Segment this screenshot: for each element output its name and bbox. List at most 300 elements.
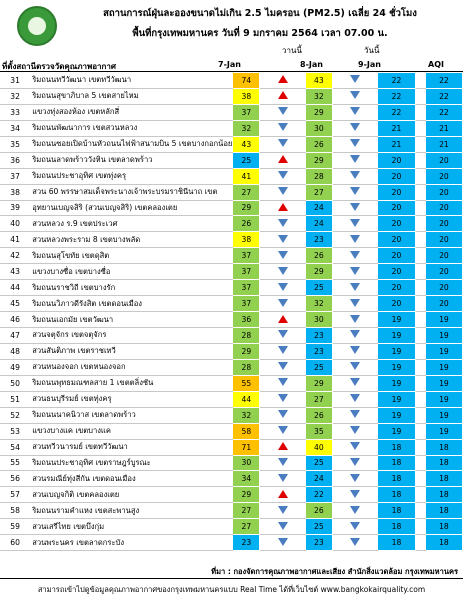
row-number: 39 [0,200,30,216]
trend1-cell [260,232,306,248]
trend1-cell [260,88,306,104]
report-subtitle: พื้นที่กรุงเทพมหานคร วันที่ 9 มกราคม 2564 เวลา 07.00 น. [132,28,388,39]
table-row [0,120,463,136]
trend1-cell [260,471,306,487]
station-name: สวน 60 พรรษาสมเด็จพระนางเจ้าพระบรมราชินีนาถ เขต [30,184,233,200]
trend-down-arrow-icon [350,203,360,211]
trend1-cell [260,391,306,407]
trend-down-arrow-icon [350,426,360,434]
pm25-day1-value: 55 [233,375,260,391]
spacer-cell [415,439,425,455]
trend-down-arrow-icon [278,123,288,131]
trend1-cell [260,120,306,136]
pm25-day3-value: 19 [378,343,415,359]
station-name: สวนเสรีไทย เขตบึงกุ่ม [30,519,233,535]
trend-down-arrow-icon [350,362,360,370]
pm25-day3-value: 19 [378,375,415,391]
trend1-cell [260,487,306,503]
trend-down-arrow-icon [278,107,288,115]
aqi-value: 22 [425,104,462,120]
pm25-day3-value: 19 [378,391,415,407]
trend2-cell [332,471,378,487]
spacer-cell [415,136,425,152]
trend-down-arrow-icon [278,378,288,386]
row-number: 33 [0,104,30,120]
trend2-cell [332,423,378,439]
station-name: สวนหนองจอก เขตหนองจอก [30,359,233,375]
station-name: แขวงบางแค เขตบางแค [30,423,233,439]
spacer-cell [415,280,425,296]
station-name: ริมถนนสุขาภิบาล 5 เขตสายไหม [30,88,233,104]
row-number: 47 [0,328,30,344]
trend-down-arrow-icon [278,251,288,259]
pm25-day2-value: 29 [305,264,332,280]
trend2-cell [332,328,378,344]
trend-down-arrow-icon [350,346,360,354]
row-number: 32 [0,88,30,104]
trend-down-arrow-icon [278,139,288,147]
pm25-day1-value: 37 [233,264,260,280]
row-number: 46 [0,312,30,328]
station-name: ริมถนนทวีวัฒนา เขตทวีวัฒนา [30,73,233,89]
pm25-day2-value: 32 [305,88,332,104]
pm25-day2-value: 30 [305,312,332,328]
spacer-cell [415,407,425,423]
aqi-value: 19 [425,375,462,391]
trend-down-arrow-icon [350,267,360,275]
pm25-day2-value: 25 [305,359,332,375]
trend2-cell [332,391,378,407]
trend2-cell [332,120,378,136]
trend2-cell [332,200,378,216]
trend-down-arrow-icon [350,139,360,147]
trend2-cell [332,136,378,152]
trend2-cell [332,439,378,455]
trend2-cell [332,455,378,471]
pm25-day1-value: 74 [233,73,260,89]
trend2-cell [332,375,378,391]
trend1-cell [260,455,306,471]
trend-down-arrow-icon [350,171,360,179]
trend1-cell [260,136,306,152]
yesterday-label: วานนี้ [282,46,302,55]
station-name: สวนสันติภาพ เขตราชเทวี [30,343,233,359]
spacer-cell [415,503,425,519]
spacer-cell [415,519,425,535]
aqi-value: 18 [425,455,462,471]
spacer-cell [415,535,425,551]
spacer-cell [415,455,425,471]
trend2-cell [332,88,378,104]
trend2-cell [332,503,378,519]
pm25-day1-value: 34 [233,471,260,487]
trend-up-arrow-icon [278,91,288,99]
bma-logo-icon [17,6,57,46]
pm25-day2-value: 24 [305,471,332,487]
table-header [0,59,463,72]
trend-down-arrow-icon [350,538,360,546]
pm25-day3-value: 18 [378,487,415,503]
pm25-day3-value: 19 [378,312,415,328]
pm25-day1-value: 25 [233,152,260,168]
aqi-value: 19 [425,423,462,439]
trend-down-arrow-icon [350,235,360,243]
station-name: ริมถนนพัฒนาการ เขตสวนหลวง [30,120,233,136]
pm25-day1-value: 38 [233,88,260,104]
pm25-day1-value: 44 [233,391,260,407]
row-number: 37 [0,168,30,184]
table-row [0,73,463,89]
row-number: 60 [0,535,30,551]
pm25-day1-value: 38 [233,232,260,248]
aqi-value: 21 [425,120,462,136]
aqi-value: 19 [425,407,462,423]
day2-column-header: 8-Jan [300,60,323,69]
trend-down-arrow-icon [350,506,360,514]
trend-down-arrow-icon [278,171,288,179]
trend2-cell [332,184,378,200]
trend-down-arrow-icon [278,187,288,195]
table-row [0,455,463,471]
trend-up-arrow-icon [278,203,288,211]
pm25-day2-value: 23 [305,328,332,344]
table-row [0,88,463,104]
aqi-value: 20 [425,280,462,296]
row-number: 52 [0,407,30,423]
trend1-cell [260,280,306,296]
table-row [0,471,463,487]
trend-down-arrow-icon [278,474,288,482]
trend-up-arrow-icon [278,155,288,163]
pm25-day3-value: 21 [378,136,415,152]
table-row [0,343,463,359]
trend2-cell [332,232,378,248]
pm25-day1-value: 32 [233,407,260,423]
spacer-cell [415,375,425,391]
pm25-day2-value: 23 [305,343,332,359]
spacer-cell [415,73,425,89]
pm25-day1-value: 37 [233,104,260,120]
aqi-value: 18 [425,439,462,455]
station-name: ริมถนนซอยเปิดบ้านหัวถนนไฟฟ้าสนามบิน 5 เขตบางกอกน้อย [30,136,233,152]
trend-down-arrow-icon [350,219,360,227]
pm25-day3-value: 18 [378,439,415,455]
station-name: สวนทวีวนารมย์ เขตทวีวัฒนา [30,439,233,455]
table-row [0,519,463,535]
table-row [0,328,463,344]
table-row [0,200,463,216]
aqi-value: 19 [425,359,462,375]
spacer-cell [415,471,425,487]
table-row [0,535,463,551]
trend-down-arrow-icon [350,107,360,115]
row-number: 57 [0,487,30,503]
row-number: 35 [0,136,30,152]
pm25-day2-value: 29 [305,375,332,391]
trend-down-arrow-icon [278,458,288,466]
trend1-cell [260,328,306,344]
table-row [0,232,463,248]
trend-down-arrow-icon [278,267,288,275]
trend1-cell [260,503,306,519]
trend-down-arrow-icon [278,394,288,402]
footer-divider [0,578,463,579]
station-name: ริมถนนประชาอุทิศ เขตทุ่งครุ [30,168,233,184]
trend1-cell [260,184,306,200]
website-note: สามารถเข้าไปดูข้อมูลคุณภาพอากาศของกรุงเทพมหานครแบบ Real Time ได้ที่เว็บไซต์ www.bangkokairquality.com [37,585,426,594]
spacer-cell [415,184,425,200]
trend2-cell [332,343,378,359]
pm25-day2-value: 40 [305,439,332,455]
pm25-day3-value: 19 [378,359,415,375]
pm25-day2-value: 26 [305,248,332,264]
pm25-day3-value: 19 [378,407,415,423]
spacer-cell [415,343,425,359]
trend2-cell [332,519,378,535]
station-column-header: ที่ตั้งสถานีตรวจวัดคุณภาพอากาศ [2,62,116,71]
spacer-cell [415,216,425,232]
pm25-day2-value: 25 [305,455,332,471]
table-row [0,280,463,296]
trend-down-arrow-icon [350,442,360,450]
trend1-cell [260,296,306,312]
row-number: 51 [0,391,30,407]
trend1-cell [260,407,306,423]
station-name: สวนธนบุรีรมย์ เขตทุ่งครุ [30,391,233,407]
trend1-cell [260,104,306,120]
trend1-cell [260,264,306,280]
station-name: อุทยานเบญจสิริ (สวนเบญจสิริ) เขตคลองเตย [30,200,233,216]
pm25-day2-value: 28 [305,168,332,184]
spacer-cell [415,423,425,439]
table-row [0,104,463,120]
spacer-cell [415,232,425,248]
aqi-value: 20 [425,248,462,264]
row-number: 31 [0,73,30,89]
aqi-value: 21 [425,136,462,152]
source-note: ที่มา : กองจัดการคุณภาพอากาศและเสียง สำนักสิ่งแวดล้อม กรุงเทพมหานคร [211,567,458,576]
day3-column-header: 9-Jan [358,60,381,69]
pm25-day2-value: 24 [305,200,332,216]
trend-down-arrow-icon [278,219,288,227]
pm25-day1-value: 37 [233,280,260,296]
table-row [0,359,463,375]
spacer-cell [415,248,425,264]
row-number: 54 [0,439,30,455]
pm25-day3-value: 20 [378,264,415,280]
trend-up-arrow-icon [278,75,288,83]
trend-down-arrow-icon [350,330,360,338]
day1-column-header: 7-Jan [218,60,241,69]
pm25-day3-value: 20 [378,232,415,248]
row-number: 49 [0,359,30,375]
pm25-day2-value: 26 [305,407,332,423]
spacer-cell [415,359,425,375]
table-row [0,264,463,280]
station-name: ริมถนนเอกมัย เขตวัฒนา [30,312,233,328]
spacer-cell [415,328,425,344]
table-row [0,216,463,232]
trend-down-arrow-icon [278,283,288,291]
row-number: 55 [0,455,30,471]
table-row [0,503,463,519]
station-name: สวนหลวงพระราม 8 เขตบางพลัด [30,232,233,248]
table-row [0,168,463,184]
trend-down-arrow-icon [278,330,288,338]
trend1-cell [260,423,306,439]
row-number: 48 [0,343,30,359]
aqi-value: 19 [425,312,462,328]
pm25-day3-value: 20 [378,248,415,264]
trend2-cell [332,280,378,296]
trend-down-arrow-icon [350,283,360,291]
row-number: 40 [0,216,30,232]
row-number: 59 [0,519,30,535]
table-row [0,375,463,391]
pm25-day2-value: 25 [305,519,332,535]
trend1-cell [260,343,306,359]
aqi-value: 20 [425,264,462,280]
trend2-cell [332,296,378,312]
pm25-day1-value: 36 [233,312,260,328]
pm25-day2-value: 27 [305,184,332,200]
pm25-day1-value: 30 [233,455,260,471]
aqi-value: 18 [425,487,462,503]
row-number: 36 [0,152,30,168]
aqi-value: 20 [425,152,462,168]
pm25-day1-value: 41 [233,168,260,184]
pm25-day3-value: 18 [378,519,415,535]
pm25-day3-value: 20 [378,152,415,168]
row-number: 41 [0,232,30,248]
trend1-cell [260,216,306,232]
aqi-value: 18 [425,471,462,487]
pm25-day2-value: 26 [305,503,332,519]
pm25-day2-value: 27 [305,391,332,407]
trend-down-arrow-icon [350,394,360,402]
spacer-cell [415,264,425,280]
trend-down-arrow-icon [350,75,360,83]
trend-down-arrow-icon [350,474,360,482]
aqi-value: 18 [425,503,462,519]
aqi-value: 20 [425,168,462,184]
aqi-value: 19 [425,343,462,359]
spacer-cell [415,88,425,104]
station-name: ริมถนนลาดพร้าววังหิน เขตลาดพร้าว [30,152,233,168]
trend-down-arrow-icon [350,315,360,323]
pm25-day3-value: 22 [378,104,415,120]
trend2-cell [332,73,378,89]
spacer-cell [415,168,425,184]
aqi-value: 20 [425,216,462,232]
row-number: 34 [0,120,30,136]
table-row [0,136,463,152]
spacer-cell [415,296,425,312]
trend2-cell [332,407,378,423]
station-name: สวนรมณีย์ทุ่งสีกัน เขตดอนเมือง [30,471,233,487]
station-name: ริมถนนสุโขทัย เขตดุสิต [30,248,233,264]
aqi-column-header: AQI [428,60,444,69]
aqi-value: 19 [425,391,462,407]
spacer-cell [415,391,425,407]
table-row [0,439,463,455]
aqi-value: 20 [425,232,462,248]
trend1-cell [260,312,306,328]
pm25-day2-value: 26 [305,136,332,152]
station-name: แขวงบางซื่อ เขตบางซื่อ [30,264,233,280]
trend-down-arrow-icon [278,506,288,514]
pm25-day2-value: 25 [305,280,332,296]
spacer-cell [415,200,425,216]
station-name: ริมถนนรามคำแหง เขตสะพานสูง [30,503,233,519]
aqi-value: 18 [425,519,462,535]
pm25-day3-value: 22 [378,88,415,104]
pm25-day3-value: 21 [378,120,415,136]
trend-down-arrow-icon [278,410,288,418]
trend-down-arrow-icon [278,299,288,307]
row-number: 53 [0,423,30,439]
trend-down-arrow-icon [350,299,360,307]
trend2-cell [332,152,378,168]
trend1-cell [260,359,306,375]
trend-down-arrow-icon [350,123,360,131]
pm25-day2-value: 35 [305,423,332,439]
trend-down-arrow-icon [350,155,360,163]
pm25-day1-value: 58 [233,423,260,439]
pm25-day1-value: 29 [233,343,260,359]
pm25-day2-value: 23 [305,232,332,248]
trend-down-arrow-icon [350,490,360,498]
trend2-cell [332,312,378,328]
trend-down-arrow-icon [350,410,360,418]
station-name: สวนเบญจกิติ เขตคลองเตย [30,487,233,503]
row-number: 43 [0,264,30,280]
trend-down-arrow-icon [278,346,288,354]
trend-down-arrow-icon [350,458,360,466]
trend-down-arrow-icon [278,426,288,434]
trend1-cell [260,519,306,535]
trend1-cell [260,73,306,89]
pm25-day3-value: 18 [378,455,415,471]
aqi-value: 18 [425,535,462,551]
aqi-value: 20 [425,200,462,216]
station-name: สวนจตุจักร เขตจตุจักร [30,328,233,344]
pm25-day3-value: 20 [378,216,415,232]
trend-down-arrow-icon [350,251,360,259]
trend2-cell [332,104,378,120]
trend2-cell [332,359,378,375]
table-row [0,248,463,264]
row-number: 56 [0,471,30,487]
pm25-day2-value: 43 [305,73,332,89]
pm25-day1-value: 26 [233,216,260,232]
aqi-value: 20 [425,184,462,200]
spacer-cell [415,487,425,503]
trend1-cell [260,248,306,264]
trend1-cell [260,439,306,455]
table-row [0,423,463,439]
trend-down-arrow-icon [350,91,360,99]
station-name: สวนพระนคร เขตลาดกระบัง [30,535,233,551]
table-row [0,391,463,407]
pm25-day2-value: 30 [305,120,332,136]
pm25-day3-value: 19 [378,423,415,439]
pm25-day3-value: 18 [378,471,415,487]
trend2-cell [332,264,378,280]
trend2-cell [332,487,378,503]
spacer-cell [415,120,425,136]
pm25-day1-value: 32 [233,120,260,136]
